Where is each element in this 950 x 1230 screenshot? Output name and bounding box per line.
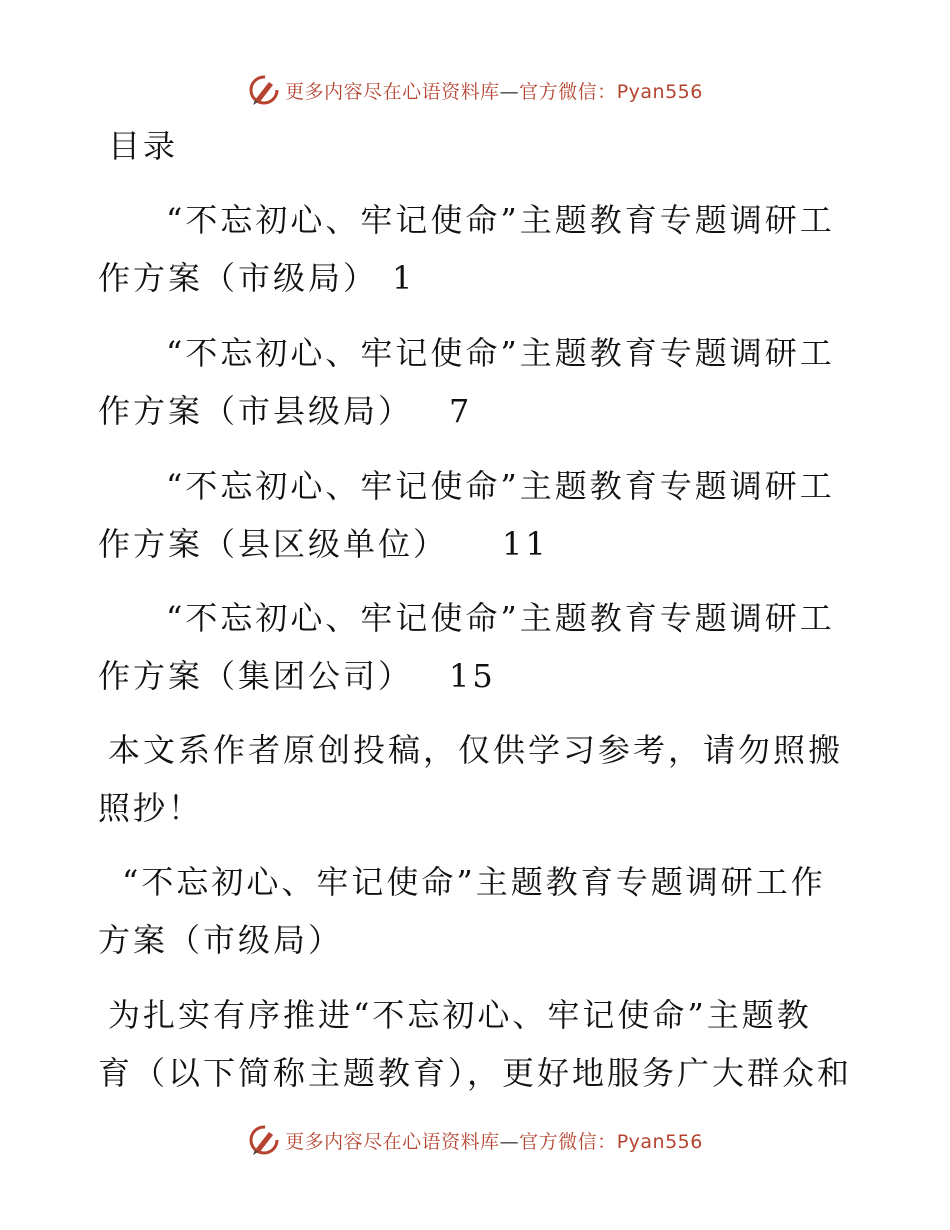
toc-entry-4-page: 15	[449, 657, 496, 695]
toc-entry-1-line1[interactable]: “不忘初心、牢记使命”主题教育专题调研工	[166, 201, 835, 239]
pen-logo-icon	[247, 73, 281, 107]
header-banner	[0, 70, 950, 110]
notice-line-2: 照抄！	[98, 789, 204, 827]
body-paragraph-line-1: 为扎实有序推进“不忘初心、牢记使命”主题教	[108, 996, 812, 1034]
toc-entry-4-line2[interactable]: 作方案（集团公司） 15	[98, 657, 496, 695]
toc-entry-2-page: 7	[449, 392, 473, 430]
section-heading-line-1: “不忘初心、牢记使命”主题教育专题调研工作	[122, 863, 826, 901]
toc-entry-3-line1[interactable]: “不忘初心、牢记使命”主题教育专题调研工	[166, 467, 835, 505]
toc-entry-3-page: 11	[502, 525, 549, 563]
footer-banner	[0, 1120, 950, 1160]
toc-entry-1-line2[interactable]: 作方案（市级局） 1	[98, 259, 416, 297]
toc-entry-4-line1[interactable]: “不忘初心、牢记使命”主题教育专题调研工	[166, 599, 835, 637]
section-heading-line-2: 方案（市级局）	[98, 921, 344, 959]
toc-entry-2-line1[interactable]: “不忘初心、牢记使命”主题教育专题调研工	[166, 334, 835, 372]
toc-entry-1-page: 1	[392, 259, 416, 297]
toc-entry-3-line2[interactable]: 作方案（县区级单位） 11	[98, 525, 549, 563]
toc-entry-2-line2[interactable]: 作方案（市县级局） 7	[98, 392, 473, 430]
notice-line-1: 本文系作者原创投稿，仅供学习参考，请勿照搬	[108, 731, 844, 769]
body-paragraph-line-2: 育（以下简称主题教育），更好地服务广大群众和	[98, 1054, 853, 1092]
banner-text: 更多内容尽在心语资料库—官方微信：Pyan556	[285, 1130, 703, 1153]
pen-logo-icon	[247, 1123, 281, 1157]
toc-title: 目录	[108, 127, 179, 165]
banner-text: 更多内容尽在心语资料库—官方微信：Pyan556	[285, 80, 703, 103]
